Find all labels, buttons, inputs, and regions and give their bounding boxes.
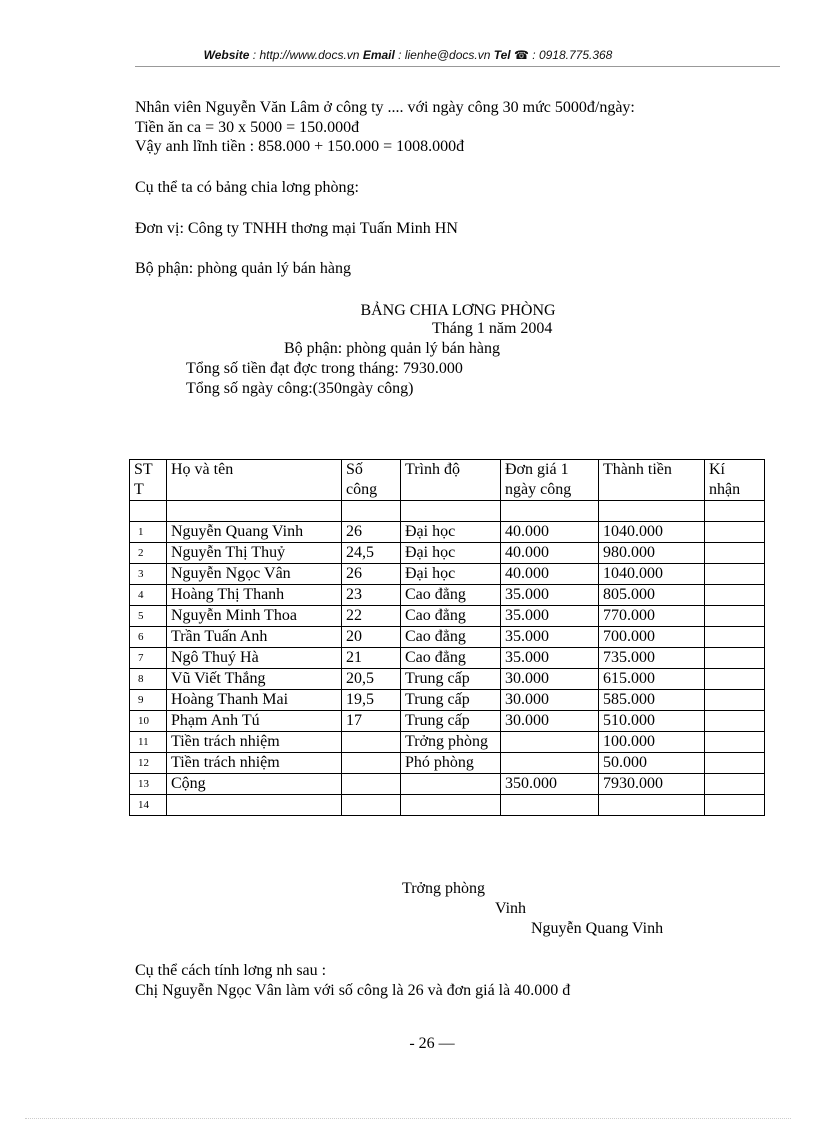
table-row (130, 690, 765, 711)
signature-role: Trởng phòng (402, 880, 485, 897)
cell-days (342, 774, 401, 795)
department-line: Bộ phận: phòng quản lý bán hàng (135, 260, 351, 277)
cell-unit-price: 40.000 (501, 564, 599, 585)
cell-stt: 3 (130, 564, 167, 585)
cell-unit-price: 30.000 (501, 690, 599, 711)
cell-sign (705, 774, 765, 795)
cell-stt: 2 (130, 543, 167, 564)
cell-name: Vũ Viết Thắng (167, 669, 342, 690)
cell-level: Đại học (401, 543, 501, 564)
cell-days: 21 (342, 648, 401, 669)
cell-name: Trần Tuấn Anh (167, 627, 342, 648)
cell-sign (705, 585, 765, 606)
cell-days: 17 (342, 711, 401, 732)
table-title: BẢNG CHIA LƠNG PHÒNG (360, 302, 556, 319)
table-row (130, 648, 765, 669)
cell-unit-price (501, 732, 599, 753)
cell-days: 19,5 (342, 690, 401, 711)
email-label: Email (362, 48, 395, 62)
cell-amount: 585.000 (599, 690, 705, 711)
intro-line-1: Nhân viên Nguyễn Văn Lâm ở công ty .... với ngày công 30 mức 5000đ/ngày: (135, 99, 635, 116)
cell-sign (705, 564, 765, 585)
cell-sign (705, 606, 765, 627)
cell-days (342, 795, 401, 816)
cell-amount: 510.000 (599, 711, 705, 732)
cell-unit-price: 35.000 (501, 606, 599, 627)
cell-level: Trởng phòng (401, 732, 501, 753)
intro-line-3: Vậy anh lĩnh tiền : 858.000 + 150.000 = 1008.000đ (135, 138, 465, 155)
header-level: Trình độ (401, 460, 501, 501)
cell-unit-price: 30.000 (501, 669, 599, 690)
cell-amount: 7930.000 (599, 774, 705, 795)
email-address: : lienhe@docs.vn (394, 48, 494, 62)
header-unit-price: Đơn giá 1 ngày công (501, 460, 599, 501)
cell-unit-price: 35.000 (501, 585, 599, 606)
cell-amount: 1040.000 (599, 564, 705, 585)
table-row (130, 795, 765, 816)
cell-name: Ngô Thuý Hà (167, 648, 342, 669)
footer-divider (25, 1118, 791, 1119)
cell-amount: 770.000 (599, 606, 705, 627)
cell-stt: 9 (130, 690, 167, 711)
page-number: - 26 — (409, 1035, 455, 1052)
table-header-row (130, 460, 765, 501)
cell-level: Đại học (401, 564, 501, 585)
cell-amount: 735.000 (599, 648, 705, 669)
cell-unit-price (501, 795, 599, 816)
cell-unit-price: 30.000 (501, 711, 599, 732)
cell-sign (705, 669, 765, 690)
table-row (130, 543, 765, 564)
cell-name: Cộng (167, 774, 342, 795)
cell-sign (705, 711, 765, 732)
total-days: Tổng số ngày công:(350ngày công) (186, 380, 414, 397)
cell-level: Trung cấp (401, 669, 501, 690)
cell-days: 23 (342, 585, 401, 606)
unit-line: Đơn vị: Công ty TNHH thơng mại Tuấn Minh HN (135, 220, 458, 237)
cell-amount (599, 795, 705, 816)
cell-stt: 13 (130, 774, 167, 795)
cell-stt: 1 (130, 522, 167, 543)
cell-amount: 1040.000 (599, 522, 705, 543)
closing-line-1: Cụ thể cách tính lơng nh sau : (135, 962, 327, 979)
cell-unit-price: 35.000 (501, 648, 599, 669)
table-row (130, 585, 765, 606)
table-row (130, 669, 765, 690)
cell-name: Hoàng Thị Thanh (167, 585, 342, 606)
table-row (130, 522, 765, 543)
table-row (130, 774, 765, 795)
page-header (0, 48, 816, 62)
cell-stt: 7 (130, 648, 167, 669)
header-stt: ST T (130, 460, 167, 501)
cell-days: 20,5 (342, 669, 401, 690)
cell-stt: 10 (130, 711, 167, 732)
cell-unit-price: 40.000 (501, 543, 599, 564)
cell-amount: 700.000 (599, 627, 705, 648)
cell-amount: 615.000 (599, 669, 705, 690)
cell-level: Trung cấp (401, 711, 501, 732)
cell-amount: 50.000 (599, 753, 705, 774)
cell-days (342, 753, 401, 774)
cell-stt: 14 (130, 795, 167, 816)
cell-days (342, 732, 401, 753)
salary-table (129, 459, 765, 816)
cell-level: Đại học (401, 522, 501, 543)
cell-stt: 6 (130, 627, 167, 648)
cell-sign (705, 522, 765, 543)
cell-sign (705, 753, 765, 774)
cell-name (167, 795, 342, 816)
cell-name: Nguyễn Quang Vinh (167, 522, 342, 543)
cell-days: 22 (342, 606, 401, 627)
table-department: Bộ phận: phòng quản lý bán hàng (284, 340, 500, 357)
cell-sign (705, 690, 765, 711)
table-row (130, 753, 765, 774)
cell-sign (705, 648, 765, 669)
cell-stt: 5 (130, 606, 167, 627)
cell-days: 20 (342, 627, 401, 648)
signature-name: Nguyễn Quang Vinh (531, 920, 664, 937)
table-spacer-row (130, 501, 765, 522)
cell-name: Nguyễn Minh Thoa (167, 606, 342, 627)
cell-unit-price: 40.000 (501, 522, 599, 543)
cell-sign (705, 627, 765, 648)
cell-name: Nguyễn Ngọc Vân (167, 564, 342, 585)
cell-level: Phó phòng (401, 753, 501, 774)
cell-level (401, 774, 501, 795)
cell-level: Trung cấp (401, 690, 501, 711)
cell-stt: 11 (130, 732, 167, 753)
cell-unit-price: 350.000 (501, 774, 599, 795)
table-row (130, 606, 765, 627)
cell-level (401, 795, 501, 816)
cell-amount: 805.000 (599, 585, 705, 606)
cell-days: 24,5 (342, 543, 401, 564)
intro-line-2: Tiền ăn ca = 30 x 5000 = 150.000đ (135, 119, 360, 136)
total-money: Tổng số tiền đạt đợc trong tháng: 7930.000 (186, 360, 463, 377)
header-divider (135, 66, 780, 67)
cell-days: 26 (342, 564, 401, 585)
website-label: Website (203, 48, 250, 62)
table-row (130, 711, 765, 732)
cell-amount: 100.000 (599, 732, 705, 753)
cell-name: Phạm Anh Tú (167, 711, 342, 732)
tel-number: : 0918.775.368 (528, 48, 613, 62)
cell-name: Tiền trách nhiệm (167, 753, 342, 774)
cell-sign (705, 795, 765, 816)
cell-level: Cao đẳng (401, 606, 501, 627)
cell-amount: 980.000 (599, 543, 705, 564)
cell-days: 26 (342, 522, 401, 543)
closing-line-2: Chị Nguyễn Ngọc Vân làm với số công là 26 và đơn giá là 40.000 đ (135, 982, 571, 999)
cell-level: Cao đẳng (401, 585, 501, 606)
table-row (130, 627, 765, 648)
cell-sign (705, 543, 765, 564)
header-name: Họ và tên (167, 460, 342, 501)
header-amount: Thành tiền (599, 460, 705, 501)
cell-stt: 8 (130, 669, 167, 690)
table-row (130, 732, 765, 753)
cell-unit-price: 35.000 (501, 627, 599, 648)
cell-level: Cao đẳng (401, 627, 501, 648)
table-month: Tháng 1 năm 2004 (432, 320, 553, 337)
cell-stt: 4 (130, 585, 167, 606)
website-url: : http://www.docs.vn (249, 48, 363, 62)
cell-name: Nguyễn Thị Thuỷ (167, 543, 342, 564)
table-row (130, 564, 765, 585)
intro-line-4: Cụ thể ta có bảng chia lơng phòng: (135, 179, 359, 196)
cell-name: Tiền trách nhiệm (167, 732, 342, 753)
header-sign: Kí nhận (705, 460, 765, 501)
signature-mark: Vinh (495, 900, 527, 917)
cell-sign (705, 732, 765, 753)
cell-name: Hoàng Thanh Mai (167, 690, 342, 711)
header-days: Số công (342, 460, 401, 501)
cell-stt: 12 (130, 753, 167, 774)
cell-unit-price (501, 753, 599, 774)
tel-label: Tel ☎ (493, 48, 529, 62)
cell-level: Cao đẳng (401, 648, 501, 669)
